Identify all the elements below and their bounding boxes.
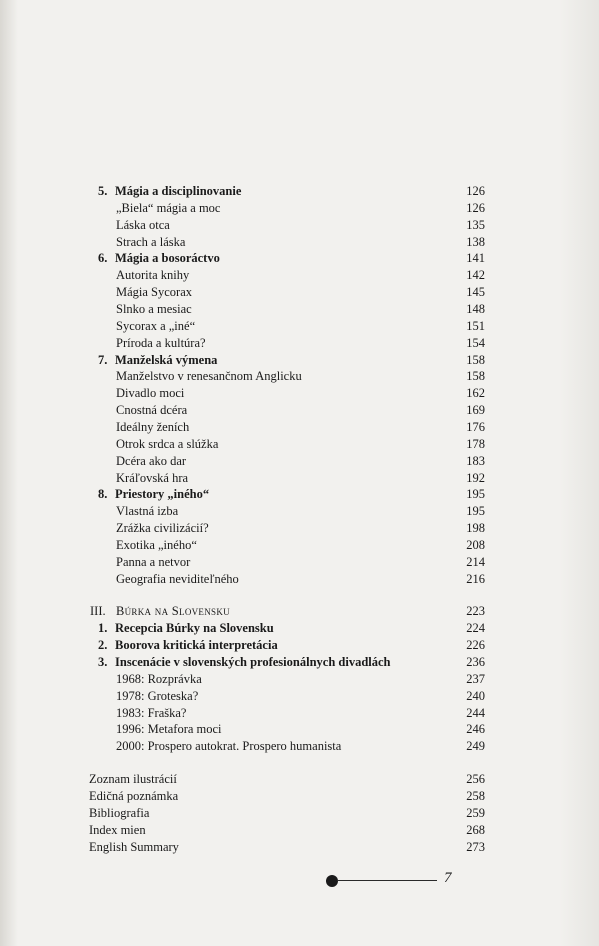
toc-entry-page: 195 <box>466 504 485 519</box>
toc-entry-title: Edičná poznámka <box>89 788 179 803</box>
toc-entry-page: 151 <box>466 318 485 333</box>
toc-entry-sub <box>0 571 599 587</box>
toc-entry-page: 148 <box>466 302 485 316</box>
toc-entry-page: 216 <box>466 571 485 586</box>
toc-entry-page: 169 <box>466 403 485 418</box>
toc-entry-page: 135 <box>466 217 485 232</box>
toc-entry-page: 138 <box>466 234 485 249</box>
toc-entry-title: Ideálny ženích <box>116 419 190 434</box>
toc-entry-title: Kráľovská hra <box>116 470 189 485</box>
toc-entry-number: 2. <box>98 638 108 653</box>
toc-entry-chapter <box>0 183 599 199</box>
toc-entry-title: Divadlo moci <box>116 386 185 401</box>
toc-entry-sub <box>0 738 599 754</box>
toc-entry-sub <box>0 234 599 250</box>
toc-entry-page: 236 <box>466 655 485 669</box>
toc-entry-page: 223 <box>466 604 485 619</box>
toc-entry-title: Cnostná dcéra <box>116 403 188 418</box>
toc-entry-sub <box>0 554 599 570</box>
toc-entry-page: 268 <box>466 822 485 837</box>
footer-dot-ornament <box>326 875 338 887</box>
toc-entry-page: 249 <box>466 739 485 754</box>
toc-entry-sub <box>0 267 599 283</box>
toc-entry-sub <box>0 335 599 351</box>
toc-entry-chapter <box>0 352 599 368</box>
toc-entry-sub <box>0 688 599 704</box>
toc-entry-page: 256 <box>466 772 485 787</box>
toc-entry-sub <box>0 385 599 401</box>
toc-entry-number: 3. <box>98 655 108 669</box>
toc-entry-sub <box>0 318 599 334</box>
toc-entry-back <box>0 822 599 838</box>
page-number: 7 <box>444 870 452 886</box>
toc-entry-title: Priestory „iného“ <box>115 487 210 502</box>
toc-entry-sub <box>0 284 599 300</box>
toc-entry-title: Inscenácie v slovenských profesionálnych divadlách <box>115 655 391 669</box>
toc-entry-chapter <box>0 654 599 670</box>
toc-entry-page: 214 <box>466 554 485 569</box>
toc-entry-sub <box>0 503 599 519</box>
toc-entry-page: 273 <box>466 839 485 854</box>
toc-entry-page: 240 <box>466 688 485 703</box>
toc-entry-title: 1983: Fraška? <box>116 705 187 720</box>
toc-entry-page: 237 <box>466 671 485 686</box>
toc-entry-page: 158 <box>466 352 485 367</box>
toc-entry-page: 183 <box>466 453 485 468</box>
toc-entry-title: Slnko a mesiac <box>116 302 192 316</box>
toc-entry-sub <box>0 217 599 233</box>
toc-entry-title: Otrok srdca a slúžka <box>116 436 219 451</box>
toc-entry-sub <box>0 419 599 435</box>
toc-entry-back <box>0 771 599 787</box>
toc-entry-page: 145 <box>466 285 485 300</box>
toc-entry-title: Recepcia Búrky na Slovensku <box>115 621 274 636</box>
toc-entry-page: 176 <box>466 419 485 434</box>
toc-entry-sub <box>0 537 599 553</box>
toc-entry-page: 162 <box>466 386 485 401</box>
toc-entry-page: 226 <box>466 638 485 653</box>
toc-entry-title: Mágia a bosoráctvo <box>115 251 220 266</box>
toc-entry-page: 224 <box>466 621 485 636</box>
toc-entry-title: Boorova kritická interpretácia <box>115 638 278 653</box>
toc-entry-title: Príroda a kultúra? <box>116 335 206 350</box>
toc-entry-title: „Biela“ mágia a moc <box>116 200 221 215</box>
toc-entry-sub <box>0 402 599 418</box>
toc-entry-title: Bibliografia <box>89 805 150 820</box>
toc-entry-page: 192 <box>466 470 485 485</box>
toc-entry-page: 195 <box>466 487 485 502</box>
toc-entry-number: 1. <box>98 621 108 636</box>
toc-entry-sub <box>0 721 599 737</box>
toc-entry-title: Búrka na Slovensku <box>116 604 230 619</box>
toc-entry-chapter <box>0 250 599 266</box>
toc-entry-part <box>0 603 599 619</box>
toc-entry-title: Zoznam ilustrácií <box>89 772 177 787</box>
toc-entry-title: Strach a láska <box>116 234 186 249</box>
toc-entry-number: 8. <box>98 487 108 502</box>
toc-entry-sub <box>0 200 599 216</box>
toc-entry-title: 1968: Rozprávka <box>116 671 202 686</box>
toc-entry-title: Zrážka civilizácií? <box>116 521 209 535</box>
toc-entry-page: 141 <box>466 251 485 266</box>
toc-entry-sub <box>0 705 599 721</box>
toc-entry-title: Dcéra ako dar <box>116 453 187 468</box>
toc-entry-page: 154 <box>466 335 485 350</box>
toc-entry-sub <box>0 368 599 384</box>
toc-entry-chapter <box>0 486 599 502</box>
toc-entry-title: Panna a netvor <box>116 554 191 569</box>
toc-entry-sub <box>0 436 599 452</box>
toc-entry-back <box>0 805 599 821</box>
toc-entry-title: Sycorax a „iné“ <box>116 318 196 333</box>
toc-entry-title: 1996: Metafora moci <box>116 722 222 737</box>
toc-entry-back <box>0 788 599 804</box>
toc-entry-number: 7. <box>98 352 108 367</box>
toc-entry-number: 6. <box>98 251 108 266</box>
toc-entry-page: 142 <box>466 268 485 283</box>
toc-entry-title: Geografia neviditeľného <box>116 571 239 586</box>
toc-entry-title: Exotika „iného“ <box>116 537 197 552</box>
toc-entry-number: III. <box>90 604 106 619</box>
toc-entry-sub <box>0 301 599 317</box>
toc-entry-sub <box>0 671 599 687</box>
toc-entry-sub <box>0 470 599 486</box>
toc-entry-page: 198 <box>466 521 485 535</box>
footer-rule <box>337 880 437 881</box>
toc-entry-page: 244 <box>466 705 485 720</box>
toc-entry-page: 258 <box>466 788 485 803</box>
toc-entry-title: 2000: Prospero autokrat. Prospero humanista <box>116 739 342 754</box>
toc-entry-title: Autorita knihy <box>116 268 190 283</box>
toc-entry-page: 208 <box>466 537 485 552</box>
toc-entry-sub <box>0 453 599 469</box>
toc-entry-page: 246 <box>466 722 485 737</box>
toc-entry-title: Manželstvo v renesančnom Anglicku <box>116 369 302 384</box>
toc-entry-title: Manželská výmena <box>115 352 218 367</box>
toc-entry-page: 126 <box>466 200 485 215</box>
toc-entry-page: 178 <box>466 436 485 451</box>
toc-entry-sub <box>0 520 599 536</box>
toc-entry-back <box>0 839 599 855</box>
toc-entry-title: Vlastná izba <box>116 504 179 519</box>
toc-entry-number: 5. <box>98 184 108 198</box>
toc-entry-title: Mágia Sycorax <box>116 285 193 300</box>
toc-entry-page: 126 <box>466 184 485 198</box>
toc-entry-title: Mágia a disciplinovanie <box>115 184 242 198</box>
toc-entry-page: 158 <box>466 369 485 384</box>
toc-entry-chapter <box>0 637 599 653</box>
toc-entry-title: Láska otca <box>116 217 170 232</box>
toc-entry-title: English Summary <box>89 839 179 854</box>
toc-entry-page: 259 <box>466 805 485 820</box>
toc-entry-title: Index mien <box>89 822 146 837</box>
toc-entry-chapter <box>0 620 599 636</box>
toc-entry-title: 1978: Groteska? <box>116 688 199 703</box>
